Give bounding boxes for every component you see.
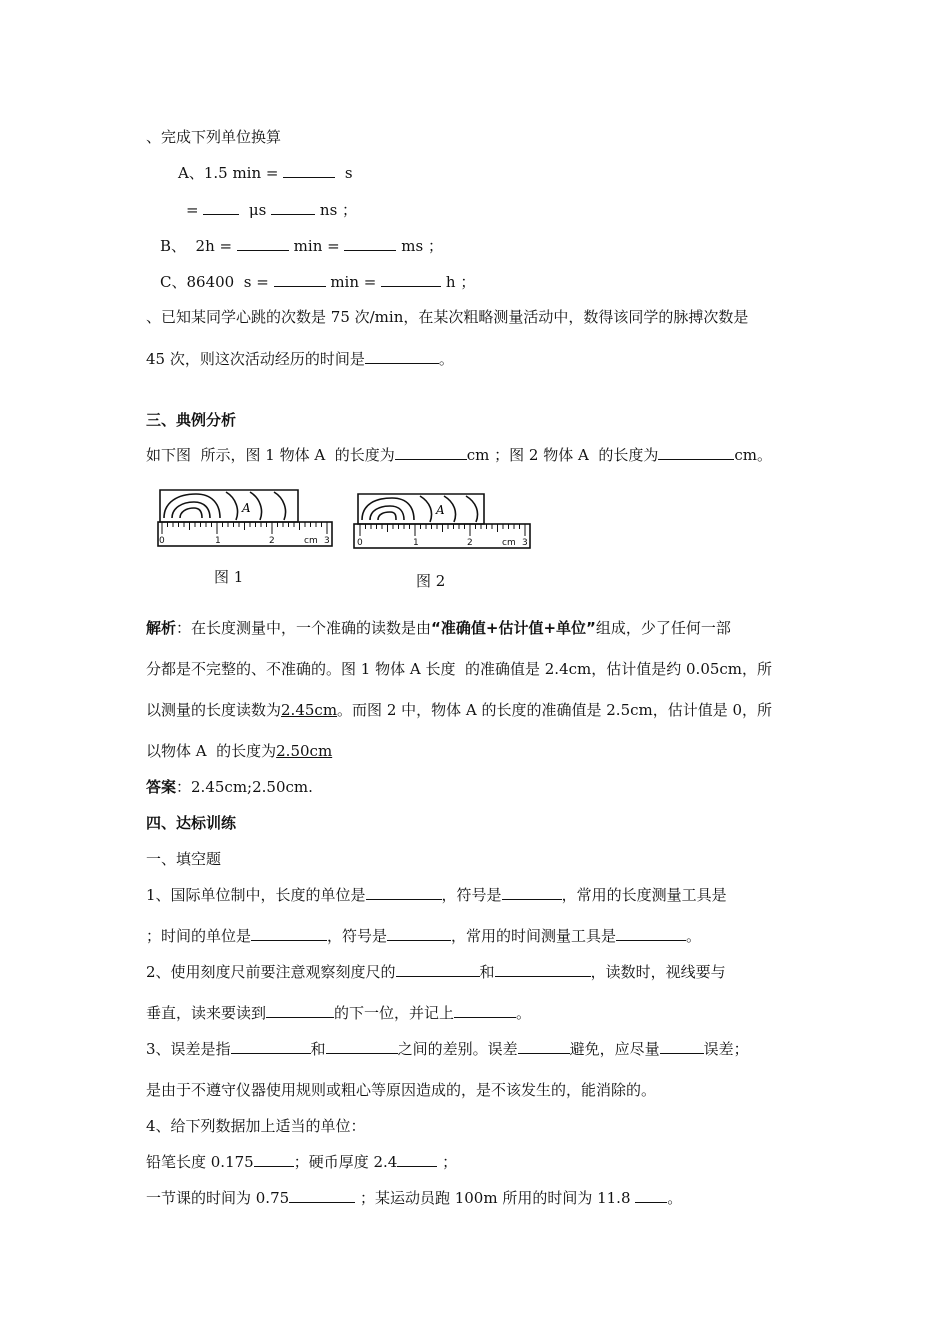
figure-2-ruler xyxy=(352,492,534,554)
fb-q4-title-text: 4、给下列数据加上适当的单位： xyxy=(146,1117,366,1135)
object-a-label: A xyxy=(242,501,251,515)
analysis-line-4 xyxy=(146,741,332,761)
figure-2-caption: 图 2 xyxy=(416,572,446,590)
fb-q4-d: 一节课的时间为 0.75 xyxy=(146,1189,290,1207)
q1-b-line xyxy=(160,236,443,256)
fb-q1-d: ；时间的单位是 xyxy=(146,927,252,945)
ruler-label-unit: cm xyxy=(502,538,516,548)
a2-mid: μs xyxy=(248,201,267,219)
fb-q4-c: ； xyxy=(437,1153,458,1171)
fb-q3-a: 3、误差是指 xyxy=(146,1040,231,1058)
answer-text: ：2.45cm;2.50cm. xyxy=(176,778,313,796)
analysis-l1-a: ：在长度测量中，一个准确的读数是由 xyxy=(176,619,432,637)
fill-blank-heading-text: 一、填空题 xyxy=(146,850,222,868)
section-4-heading-text: 四、达标训练 xyxy=(146,814,237,832)
answer-blank[interactable] xyxy=(203,200,239,215)
answer-blank[interactable] xyxy=(344,236,396,251)
prompt-pre: 如下图 所示，图 1 物体 A 的长度为 xyxy=(146,446,395,464)
ruler-label-2: 2 xyxy=(467,538,473,548)
ruler-label-1: 1 xyxy=(413,538,419,548)
q1-title-text: 、完成下列单位换算 xyxy=(146,128,282,146)
answer-blank[interactable] xyxy=(454,1003,516,1018)
example-prompt xyxy=(146,445,772,465)
answer-blank[interactable] xyxy=(396,962,480,977)
answer-blank[interactable] xyxy=(518,1039,570,1054)
a1-pre: A、1.5 min = xyxy=(178,164,279,182)
answer-blank[interactable] xyxy=(271,200,315,215)
answer-blank[interactable] xyxy=(251,926,327,941)
fb-q3-line1 xyxy=(146,1039,749,1059)
analysis-label: 解析 xyxy=(146,619,177,637)
answer-blank[interactable] xyxy=(635,1188,667,1203)
analysis-l4-underlined: 2.50cm xyxy=(276,742,333,760)
ruler-label-0: 0 xyxy=(159,536,165,546)
answer-blank[interactable] xyxy=(254,1152,294,1167)
answer-blank[interactable] xyxy=(395,445,467,460)
answer-blank[interactable] xyxy=(274,272,326,287)
q2-line2 xyxy=(146,349,454,369)
analysis-line-3 xyxy=(146,700,772,720)
answer-blank[interactable] xyxy=(658,445,734,460)
fb-q3-d: 避免，应尽量 xyxy=(569,1040,660,1058)
fb-q1-c: ，常用的长度测量工具是 xyxy=(561,886,727,904)
answer-blank[interactable] xyxy=(495,962,591,977)
fb-q1-b: ，符号是 xyxy=(441,886,502,904)
ruler-label-unit: cm xyxy=(304,536,318,546)
fill-blank-heading xyxy=(146,849,221,869)
analysis-l1-c: 组成，少了任何一部 xyxy=(595,619,731,637)
q1-title xyxy=(146,127,281,147)
answer-blank[interactable] xyxy=(266,1003,334,1018)
ruler-label-1: 1 xyxy=(215,536,221,546)
a2-post: ns ； xyxy=(319,201,358,219)
object-a-shape xyxy=(160,490,298,522)
figure-1-caption: 图 1 xyxy=(214,568,244,586)
answer-blank[interactable] xyxy=(289,1188,355,1203)
fb-q3-b: 和 xyxy=(310,1040,326,1058)
fb-q2-line1 xyxy=(146,962,726,982)
analysis-l4-pre: 以物体 A 的长度为 xyxy=(146,742,277,760)
figure-1-ruler xyxy=(156,488,336,550)
section-4-heading xyxy=(146,813,236,833)
b-pre: B、 2h = xyxy=(160,237,233,255)
fb-q2-line2 xyxy=(146,1003,531,1023)
answer-blank[interactable] xyxy=(381,272,441,287)
fb-q3-c: 之间的差别。误差 xyxy=(397,1040,518,1058)
analysis-l1-b: “准确值+估计值+单位” xyxy=(431,619,596,637)
analysis-l3-underlined: 2.45cm xyxy=(281,701,338,719)
analysis-l3-pre: 以测量的长度读数为 xyxy=(146,701,282,719)
analysis-l2-text: 分都是不完整的、不准确的。图 1 物体 A 长度 的准确值是 2.4cm，估计值是约 0.05cm，所 xyxy=(146,660,773,678)
fb-q1-g: 。 xyxy=(686,927,702,945)
fb-q4-line2 xyxy=(146,1188,682,1208)
fb-q1-a: 1、国际单位制中，长度的单位是 xyxy=(146,886,366,904)
answer-blank[interactable] xyxy=(502,885,562,900)
object-a-shape xyxy=(358,494,484,524)
c-mid: min = xyxy=(330,273,377,291)
section-3-heading xyxy=(146,410,236,430)
q1-a-line2 xyxy=(186,200,357,220)
section-3-heading-text: 三、典例分析 xyxy=(146,411,237,429)
q1-c-line xyxy=(160,272,475,292)
answer-blank[interactable] xyxy=(237,236,289,251)
ruler-label-3: 3 xyxy=(522,538,528,548)
c-post: h ； xyxy=(445,273,476,291)
answer-blank[interactable] xyxy=(283,163,335,178)
prompt-post: cm。 xyxy=(734,446,773,464)
answer-blank[interactable] xyxy=(397,1152,437,1167)
b-mid: min = xyxy=(293,237,340,255)
fb-q2-b: 和 xyxy=(479,963,495,981)
fb-q4-a: 铅笔长度 0.175 xyxy=(146,1153,254,1171)
answer-blank[interactable] xyxy=(387,926,451,941)
fb-q2-a: 2、使用刻度尺前要注意观察刻度尺的 xyxy=(146,963,396,981)
a2-pre: = xyxy=(186,201,199,219)
fb-q1-line2 xyxy=(146,926,701,946)
a1-post: s xyxy=(344,164,353,182)
c-pre: C、86400 s = xyxy=(160,273,269,291)
q2-line1 xyxy=(146,307,748,327)
q2-line1-text: 、已知某同学心跳的次数是 75 次/min，在某次粗略测量活动中，数得该同学的脉搏次数是 xyxy=(146,308,749,326)
ruler-label-0: 0 xyxy=(357,538,363,548)
fb-q1-f: ，常用的时间测量工具是 xyxy=(451,927,617,945)
answer-line xyxy=(146,777,313,797)
object-a-label: A xyxy=(436,503,445,517)
fb-q4-f: 。 xyxy=(667,1189,683,1207)
prompt-mid: cm ；图 2 物体 A 的长度为 xyxy=(466,446,659,464)
fb-q4-e: ；某运动员跑 100m 所用的时间为 11.8 xyxy=(355,1189,636,1207)
answer-blank[interactable] xyxy=(326,1039,398,1054)
answer-blank[interactable] xyxy=(231,1039,311,1054)
fb-q1-e: ，符号是 xyxy=(327,927,388,945)
analysis-line-1 xyxy=(146,618,731,638)
answer-label: 答案 xyxy=(146,778,177,796)
fb-q3-f: 是由于不遵守仪器使用规则或粗心等原因造成的，是不该发生的，能消除的。 xyxy=(146,1081,657,1099)
ruler-label-3: 3 xyxy=(324,536,330,546)
answer-blank[interactable] xyxy=(616,926,686,941)
answer-blank[interactable] xyxy=(660,1039,704,1054)
ruler-label-2: 2 xyxy=(269,536,275,546)
fb-q2-f: 。 xyxy=(516,1004,532,1022)
analysis-l3-post: 。而图 2 中，物体 A 的长度的准确值是 2.5cm，估计值是 0，所 xyxy=(337,701,773,719)
fb-q4-line1 xyxy=(146,1152,457,1172)
q1-a-line1 xyxy=(178,163,353,183)
fb-q2-e: 的下一位，并记上 xyxy=(334,1004,455,1022)
fb-q1-line1 xyxy=(146,885,727,905)
fb-q4-title xyxy=(146,1116,366,1136)
analysis-line-2 xyxy=(146,659,772,679)
q2-line2-pre: 45 次，则这次活动经历的时间是 xyxy=(146,350,365,368)
answer-blank[interactable] xyxy=(365,349,439,364)
fb-q3-e: 误差； xyxy=(703,1040,749,1058)
fb-q4-b: ；硬币厚度 2.4 xyxy=(293,1153,398,1171)
fb-q2-d: 垂直，读来要读到 xyxy=(146,1004,267,1022)
fb-q2-c: ，读数时，视线要与 xyxy=(590,963,726,981)
b-post: ms ； xyxy=(401,237,443,255)
fb-q3-line2 xyxy=(146,1080,656,1100)
answer-blank[interactable] xyxy=(366,885,442,900)
q2-line2-post: 。 xyxy=(438,350,454,368)
